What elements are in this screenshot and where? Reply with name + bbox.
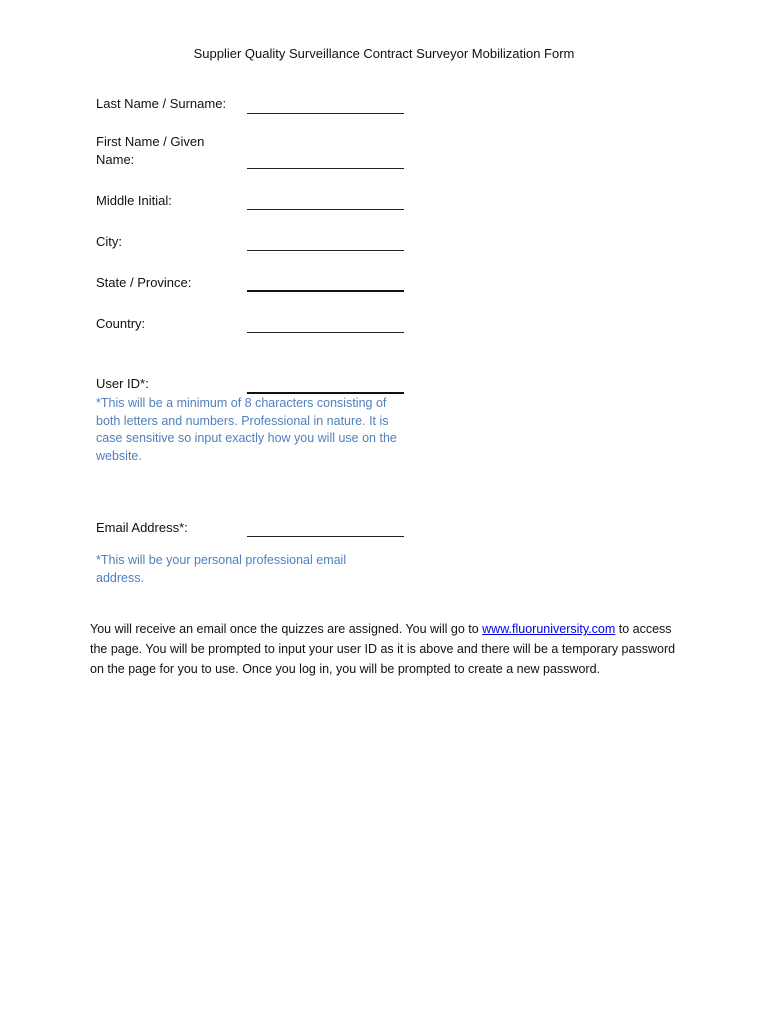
- fluoruniversity-link[interactable]: www.fluoruniversity.com: [482, 622, 616, 636]
- user-id-label: User ID*:: [96, 376, 149, 391]
- state-province-label: State / Province:: [96, 275, 192, 290]
- instructions-text-before-link: You will receive an email once the quizzes are assigned. You will go to: [90, 622, 483, 636]
- instructions-paragraph: [90, 619, 690, 680]
- email-address-label: Email Address*:: [96, 520, 188, 535]
- user-id-note: *This will be a minimum of 8 characters consisting of both letters and numbers. Professional in nature. It is case sensitive so input exactly how you will use on the website.: [96, 396, 397, 463]
- instructions-text-after-link: to access the page. You will be prompted to input your user ID as it is above and there will be a temporary password on the page for you to use. Once you log in, you will be prompted to create a new password.: [90, 622, 676, 677]
- email-address-field[interactable]: [247, 536, 404, 537]
- city-label: City:: [96, 234, 122, 249]
- state-province-field[interactable]: [247, 290, 404, 292]
- form-title: Supplier Quality Surveillance Contract Surveyor Mobilization Form: [193, 46, 575, 61]
- middle-initial-field[interactable]: [247, 209, 404, 210]
- last-name-field[interactable]: [247, 113, 404, 114]
- city-field[interactable]: [247, 250, 404, 251]
- user-id-field[interactable]: [247, 392, 404, 394]
- country-field[interactable]: [247, 332, 404, 333]
- middle-initial-label: Middle Initial:: [96, 193, 172, 208]
- email-note: *This will be your personal professional email address.: [96, 553, 347, 585]
- first-name-field[interactable]: [247, 168, 404, 169]
- first-name-label: First Name / Given Name:: [96, 134, 205, 167]
- last-name-label: Last Name / Surname:: [96, 96, 227, 111]
- country-label: Country:: [96, 316, 146, 331]
